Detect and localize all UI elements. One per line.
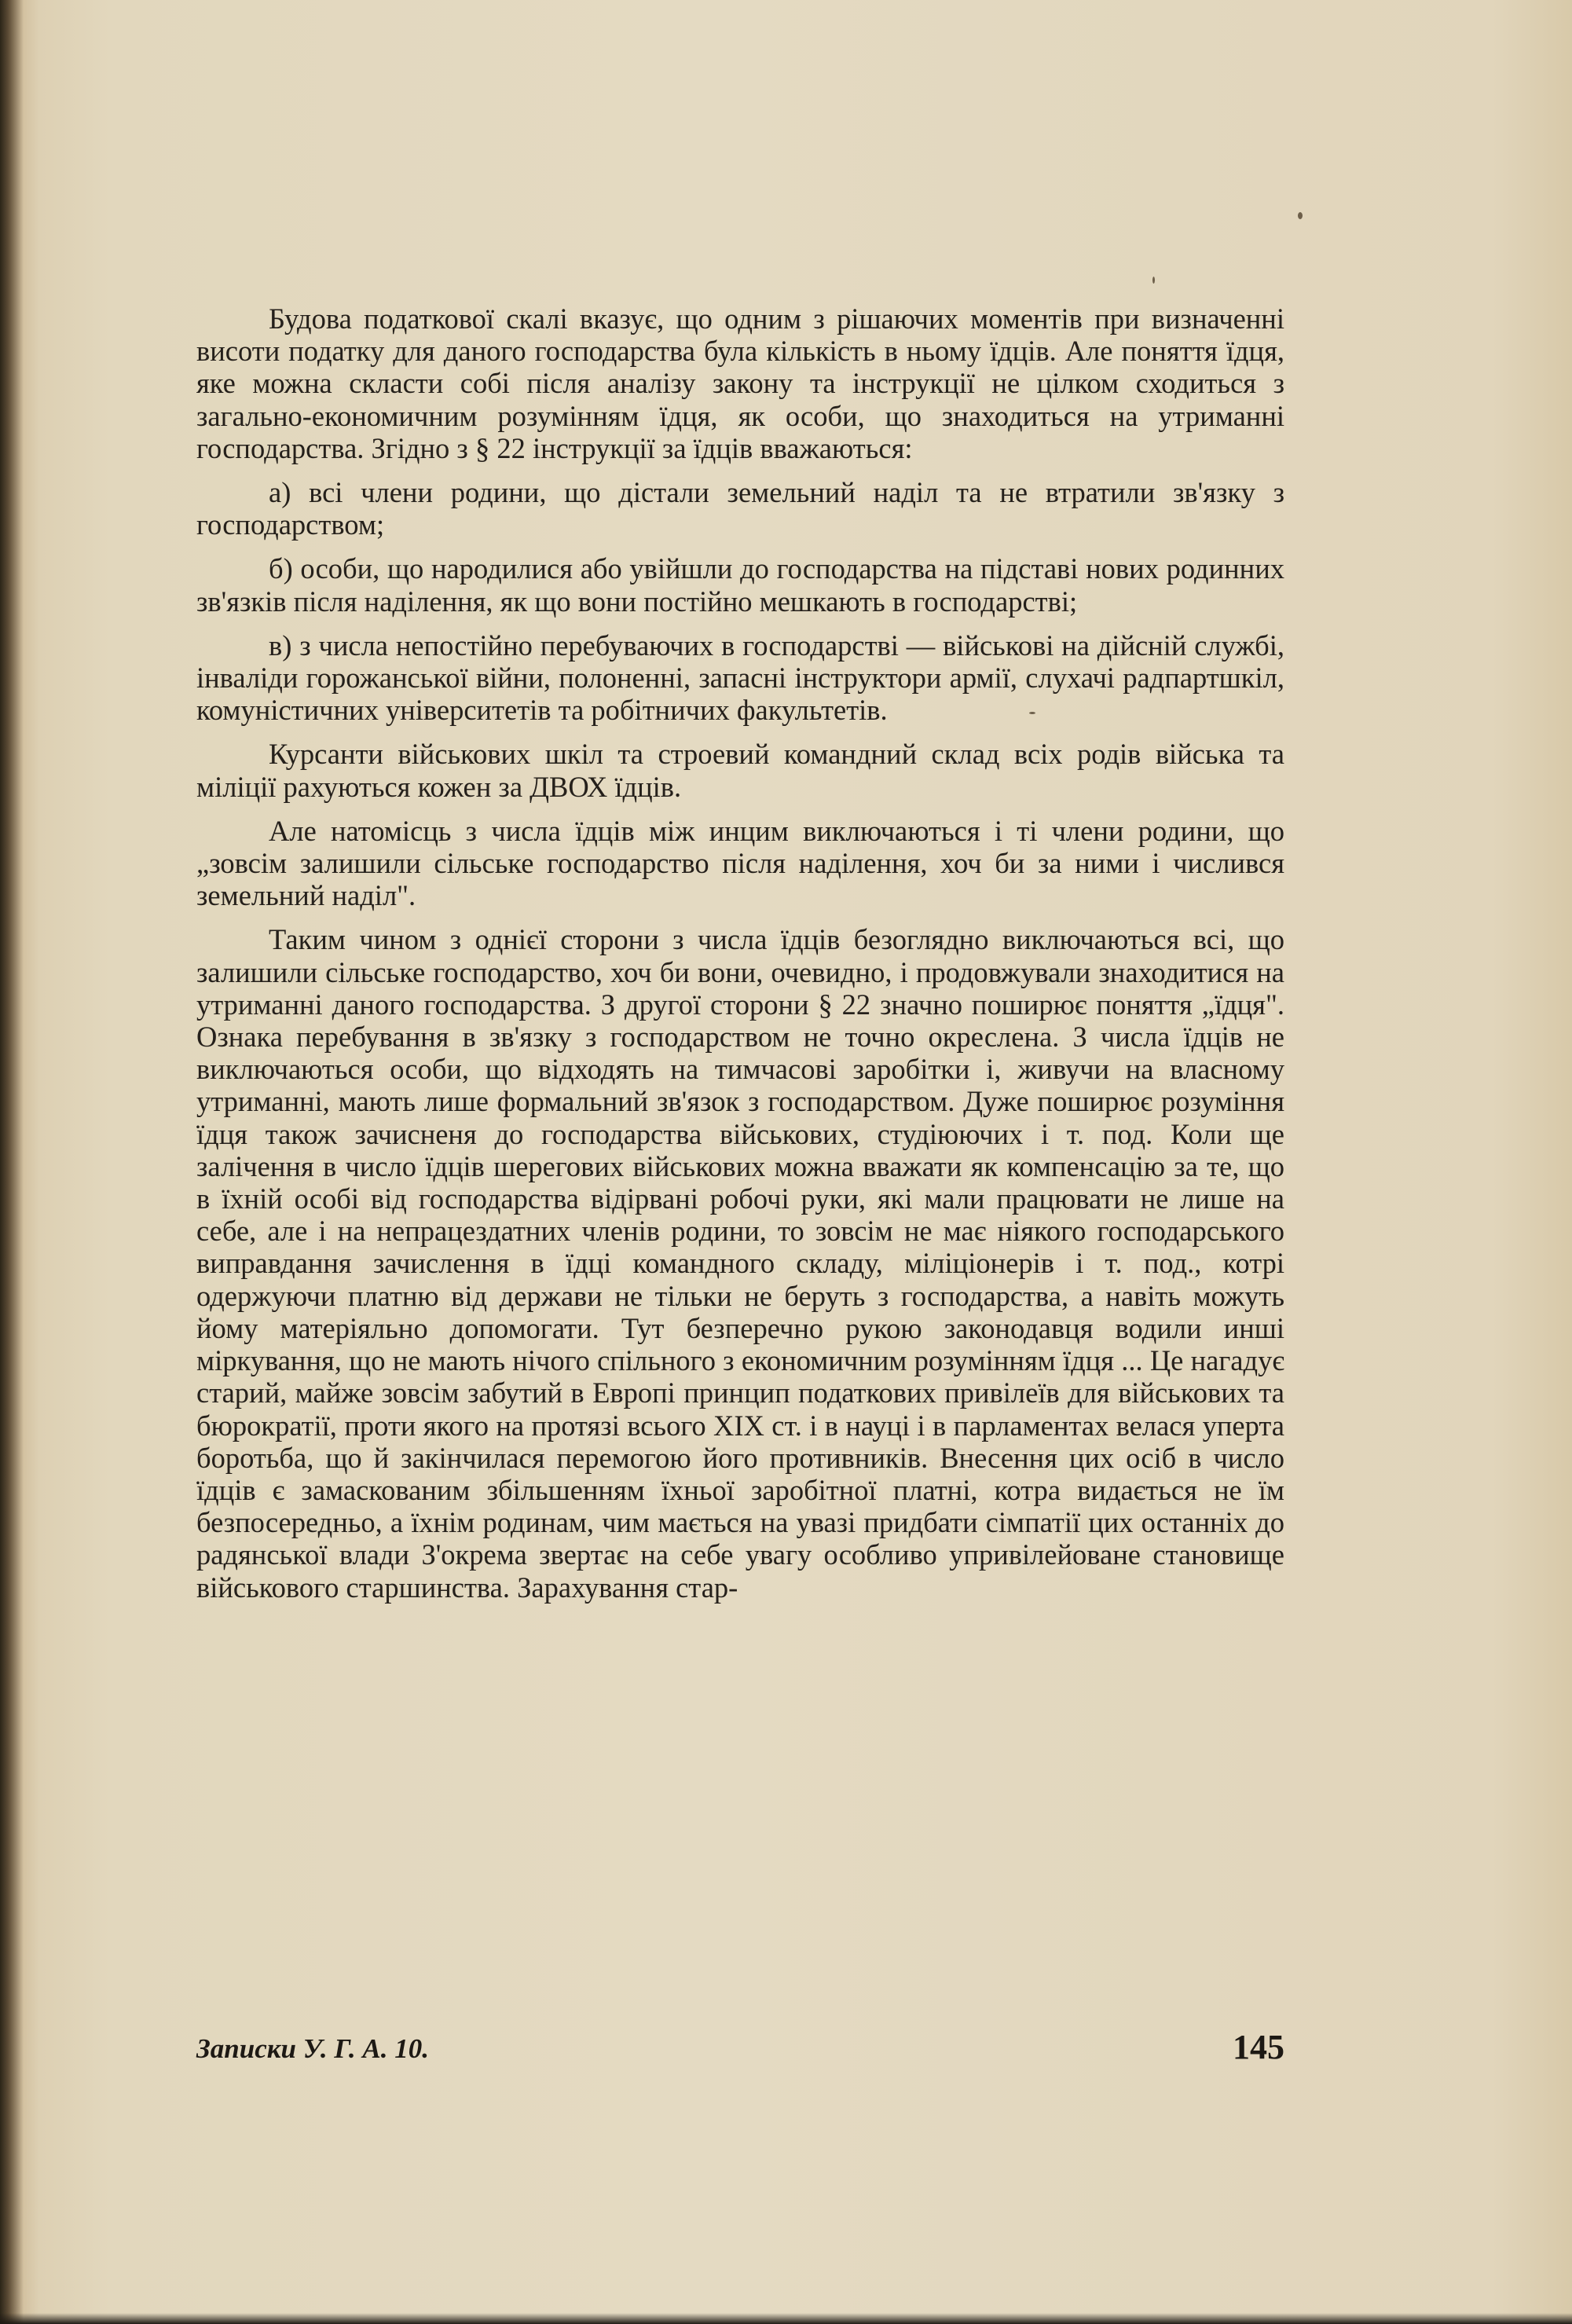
- signature-mark: Записки У. Г. А. 10.: [196, 2033, 429, 2064]
- page-binding-shadow: [0, 0, 24, 2324]
- paragraph: а) всі члени родини, що дістали земельний наділ та не втратили зв'язку з господарством;: [196, 476, 1284, 541]
- ink-speck: [1152, 277, 1155, 284]
- paragraph: Будова податкової скалі вказує, що одним з рішаючих моментів при визначенні висоти податку для даного господарства була кількість в ньому їдців. Але поняття їдця, яке можна скласти собі після аналізу закону та інструкції не цілком сходиться з загально-економичним розумінням їдця, як особи, що знаходиться на утриманні господарства. Згідно з § 22 інструкції за їдців вважаються:: [196, 302, 1284, 464]
- paragraph: Але натомісць з числа їдців між инцим виключаються і ті члени родини, що „зовсім залишили сільське господарство після наділення, хоч би за ними і числився земельний наділ".: [196, 814, 1284, 912]
- paragraph: в) з числа непостійно перебуваючих в господарстві — військові на дійсній службі, інваліди горожанської війни, полоненні, запасні інструктори армії, слухачі радпартшкіл, комуністичних університетів та робітничих факультетів.: [196, 629, 1284, 727]
- paragraph: б) особи, що народилися або увійшли до господарства на підставі нових родинних зв'язків після наділення, як що вони постійно мешкають в господарстві;: [196, 552, 1284, 618]
- ink-speck: [1298, 212, 1303, 219]
- page-bottom-shadow: [0, 2313, 1572, 2324]
- paragraph: Таким чином з однієї сторони з числа їдців безоглядно виключаються всі, що залишили сільське господарство, хоч би вони, очевидно, і продовжували знаходитися на утриманні даного господарства. З другої сторони § 22 значно поширює поняття „їдця". Ознака перебування в зв'язку з господарством не точно окреслена. З числа їдців не виключаються особи, що відходять на тимчасові заробітки і, живучи на власному утриманні, мають лише формальний зв'язок з господарством. Дуже поширює розуміння їдця також зачисненя до господарства військових, студіюючих і т. под. Коли ще залічення в число їдців шерегових військових можна вважати як компенсацію за те, що в їхній особі від господарства відірвані робочі руки, які мали працювати не лише на себе, але і на непрацездатних членів родини, то зовсім не має ніякого господарського виправдання зачислення в їдці командного складу, міліціонерів і т. под., котрі одержуючи платню від держави не тільки не беруть з господарства, а навіть можуть йому матеріяльно допомогати. Тут безперечно рукою законодавця водили инші міркування, що не мають нічого спільного з економичним розумінням їдця ... Це нагадує старий, майже зовсім забутий в Европі принцип податкових привілеїв для військових та бюрократії, проти якого на протязі всього XIX ст. і в науці і в парламентах велася уперта боротьба, що й закінчилася перемогою його противників. Внесення цих осіб в число їдців є замаскованим збільшенням їхньої заробітної платні, котра видається не їм безпосередньо, а їхнім родинам, чим мається на увазі придбати сімпатії цих останніх до радянської влади З'окрема звертає на себе увагу особливо упривілейоване становище військового старшинства. Зарахування стар-: [196, 923, 1284, 1604]
- paragraph: Курсанти військових шкіл та строевий командний склад всіх родів війська та міліції рахуються кожен за ДВОХ їдців.: [196, 738, 1284, 803]
- page-number: 145: [1233, 2028, 1284, 2066]
- body-text: [196, 302, 1284, 1615]
- page-footer: [196, 2025, 1284, 2069]
